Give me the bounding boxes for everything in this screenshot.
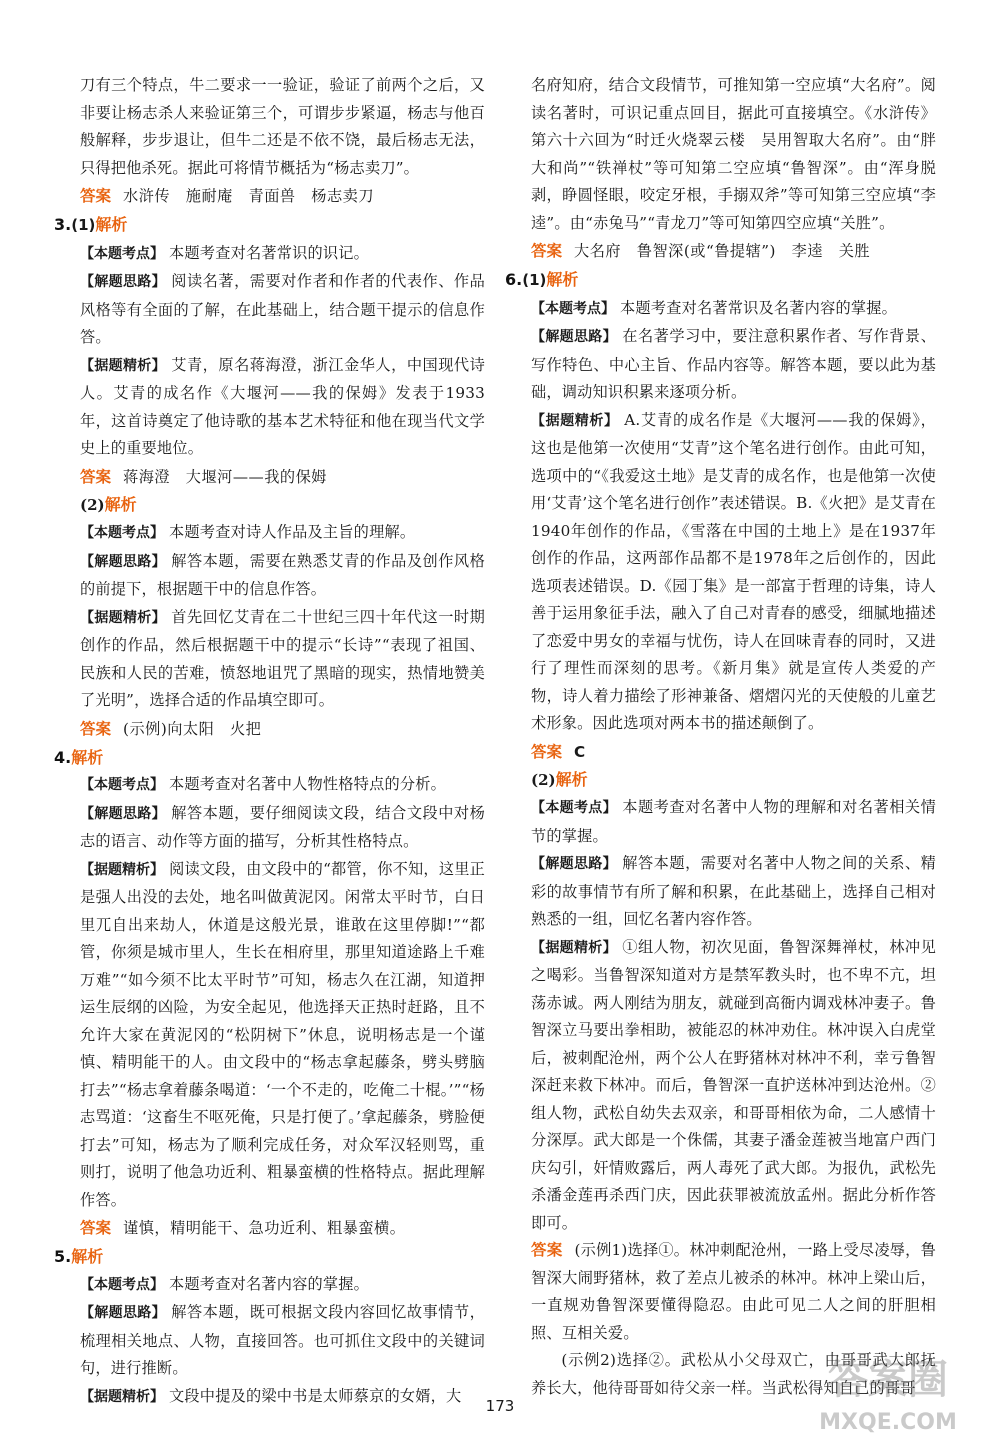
q6-2-example2: (示例2)选择②。武松从小父母双亡，由哥哥武大郎抚养长大，他待哥哥如待父亲一样。当武松得知自己的哥哥 (531, 1351, 936, 1397)
right-column (505, 72, 937, 1402)
q3-1-jingxi: 【据题精析】 艾青，原名蒋海澄，浙江金华人，中国现代诗人。艾青的成名作《大堰河——我的保姆》发表于1933年，这首诗奠定了他诗歌的基本艺术特征和他在现当代文学史上的重要地位。 (80, 355, 486, 457)
watermark-line2: MXQE.COM (819, 1410, 957, 1435)
q5-jingxi: 【据题精析】 文段中提及的梁中书是太师蔡京的女婿，大 (80, 1386, 462, 1405)
q5-silu: 【解题思路】 解答本题，既可根据文段内容回忆故事情节，梳理相关地点、人物，直接回答。也可抓住文段中的关键词句，进行推断。 (80, 1303, 486, 1377)
q2-analysis-tail: 刀有三个特点，牛二要求一一验证，验证了前两个之后，又非要让杨志杀人来验证第三个，可谓步步紧逼，杨志与他百般解释，步步退让，但牛二还是不依不饶，最后杨志无法，只得把他杀死。据此可将情节概括为“杨志卖刀”。 (80, 76, 485, 177)
q3-2-kaodian: 【本题考点】 本题考查对诗人作品及主旨的理解。 (80, 523, 416, 541)
q6-header: 6.(1)解析 (505, 270, 579, 289)
q4-header: 4.解析 (54, 747, 104, 767)
q6-1-kaodian: 【本题考点】 本题考查对名著常识及名著内容的掌握。 (531, 298, 898, 317)
q5-answer: 答案 大名府 鲁智深(或“鲁提辖”) 李逵 关胜 (531, 242, 871, 260)
q3-number: 3. (54, 215, 72, 234)
q3-header (54, 211, 485, 240)
q4-silu: 【解题思路】 解答本题，要仔细阅读文段，结合文段中对杨志的语言、动作等方面的描写，分析其性格特点。 (80, 803, 486, 850)
q3-2-jingxi: 【据题精析】 首先回忆艾青在二十世纪三四十年代这一时期创作的作品，然后根据题干中的提示“长诗”“表现了祖国、民族和人民的苦难，愤怒地诅咒了黑暗的现实，热情地赞美了光明”，选择合适的作品填空即可。 (80, 607, 486, 709)
left-column (54, 72, 486, 1411)
q5-header: 5.解析 (54, 1247, 104, 1266)
q6-1-jingxi: 【据题精析】 A.艾青的成名作是《大堰河——我的保姆》，这也是他第一次使用“艾青”这个笔名进行创作。由此可知，选项中的“《我爱这土地》是艾青的成名作，也是他第一次使用‘艾青’这个笔名进行创作”表述错误。B.《火把》是艾青在1940年创作的作品，《雪落在中国的土地上》是在1937年创作的作品，这两部作品都不是1978年之后创作的，因此选项表述错误。D.《园丁集》是一部富于哲理的诗集，诗人善于运用象征手法，融入了自己对青春的感受，细腻地描述了恋爱中男女的幸福与忧伤，诗人在回味青春的同时，又进行了理性而深刻的思考。《新月集》就是宣传人类爱的产物，诗人着力描绘了形神兼备、熠熠闪光的天使般的儿童艺术形象。因此选项对两本书的描述颠倒了。 (531, 410, 937, 732)
q6-1-silu: 【解题思路】 在名著学习中，要注意积累作者、写作背景、写作特色、中心主旨、作品内容等。解答本题，要以此为基础，调动知识积累来逐项分析。 (531, 327, 937, 401)
q3-sub2-header: (2)解析 (80, 494, 137, 514)
answer-label: 答案 (80, 187, 112, 205)
q3-1-answer: 答案 蒋海澄 大堰河——我的保姆 (80, 467, 327, 486)
q3-1-kaodian: 【本题考点】 本题考查对名著常识的识记。 (80, 243, 370, 262)
jiexi-label: 解析 (95, 215, 128, 234)
q6-1-answer: 答案 C (531, 742, 586, 761)
watermark-logo (788, 1341, 988, 1441)
page-number: 173 (485, 1397, 515, 1415)
q5-kaodian: 【本题考点】 本题考查对名著内容的掌握。 (80, 1274, 370, 1293)
q4-jingxi: 【据题精析】 阅读文段，由文段中的“都管，你不知，这里正是强人出没的去处，地名叫做黄泥冈。闲常太平时节，白日里兀自出来劫人，休道是这般光景，谁敢在这里停脚!”“都管，你须是城市里人，生长在相府里，那里知道途路上千难万难”“如今须不比太平时节”可知，杨志久在江湖，知道押运生辰纲的凶险，为安全起见，他选择天正热时赶路，且不允许大家在黄泥冈的“松阴树下”休息，说明杨志是一个谨慎、精明能干的人。由文段中的“杨志拿起藤条，劈头劈脑打去”“杨志拿着藤条喝道：‘一个不走的，吃俺二十棍。’”“杨志骂道：‘这畜生不呕死俺，只是打便了。’拿起藤条，劈脸便打去”可知，杨志为了顺利完成任务，对众军汉轻则骂，重则打，说明了他急功近利、粗暴蛮横的性格特点。据此理解作答。 (80, 859, 486, 1209)
q6-2-jingxi: 【据题精析】 ①组人物，初次见面，鲁智深舞禅杖，林冲见之喝彩。当鲁智深知道对方是禁军教头时，也不卑不亢，坦荡赤诚。两人刚结为朋友，就碰到高衙内调戏林冲妻子。鲁智深立马要出拳相助，被能忍的林冲劝住。林冲误入白虎堂后，被刺配沧州，两个公人在野猪林对林冲不利，幸亏鲁智深赶来救下林冲。而后，鲁智深一直护送林冲到达沧州。②组人物，武松自幼失去双亲，和哥哥相依为命，二人感情十分深厚。武大郎是一个侏儒，其妻子潘金莲被当地富户西门庆勾引，奸情败露后，两人毒死了武大郎。为报仇，武松先杀潘金莲再杀西门庆，因此获罪被流放孟州。据此分析作答即可。 (531, 937, 937, 1232)
q2-answer-text: 水浒传 施耐庵 青面兽 杨志卖刀 (123, 187, 375, 205)
q6-2-silu: 【解题思路】 解答本题，需要对名著中人物之间的关系、精彩的故事情节有所了解和积累，在此基础上，选择自己相对熟悉的一组，回忆名著内容作答。 (531, 854, 937, 928)
q2-answer (80, 182, 485, 211)
q3-sub1-label: (1) (71, 216, 96, 234)
q6-2-answer: 答案 (示例1)选择①。林冲刺配沧州，一路上受尽凌辱，鲁智深大闹野猪林，救了差点儿被杀的林冲。林冲上梁山后，一直规劝鲁智深要懂得隐忍。由此可见二人之间的肝胆相照、互相关爱。 (531, 1241, 936, 1342)
q6-2-kaodian: 【本题考点】 本题考查对名著中人物的理解和对名著相关情节的掌握。 (531, 798, 937, 845)
q5-analysis-tail: 名府知府，结合文段情节，可推知第一空应填“大名府”。阅读名著时，可识记重点回目，据此可直接填空。《水浒传》第六十六回为“时迁火烧翠云楼 吴用智取大名府”。由“胖大和尚”“铁禅杖”等可知第二空应填“鲁智深”。由“浑身脱剥，睁圆怪眼，咬定牙根，手搦双斧”等可知第三空应填“李逵”。由“赤兔马”“青龙刀”等可知第四空应填“关胜”。 (531, 76, 936, 232)
q4-answer: 答案 谨慎，精明能干、急功近利、粗暴蛮横。 (80, 1219, 406, 1237)
watermark-line1: 答案圈 (828, 1357, 948, 1403)
q4-kaodian: 【本题考点】 本题考查对名著中人物性格特点的分析。 (80, 775, 447, 793)
q3-2-answer: 答案 (示例)向太阳 火把 (80, 719, 262, 738)
q3-1-silu: 【解题思路】 阅读名著，需要对作者和作者的代表作、作品风格等有全面的了解，在此基础上，结合题干提示的信息作答。 (80, 272, 486, 346)
q3-2-silu: 【解题思路】 解答本题，需要在熟悉艾青的作品及创作风格的前提下，根据题干中的信息作答。 (80, 551, 486, 598)
q6-sub2-header: (2)解析 (531, 769, 588, 789)
